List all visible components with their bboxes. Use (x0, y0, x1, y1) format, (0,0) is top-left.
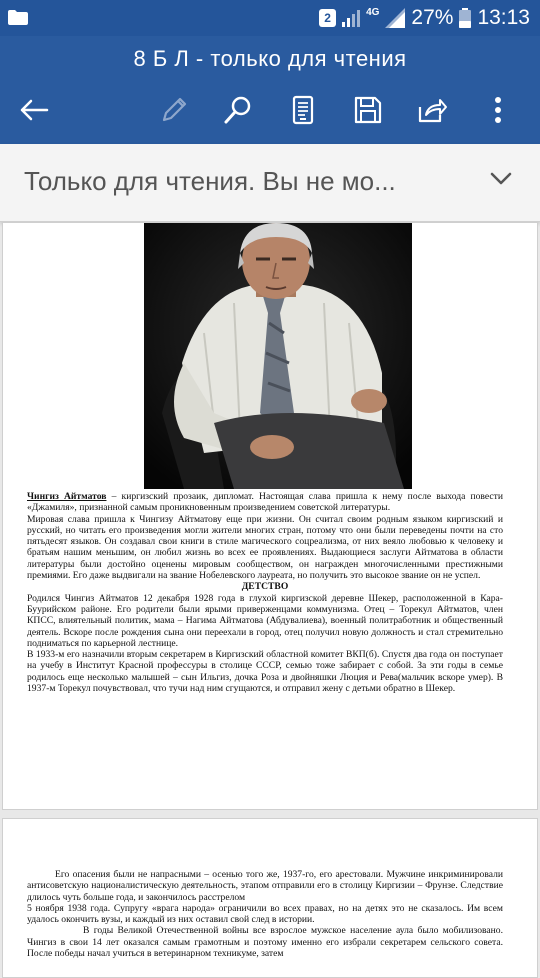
more-options-button[interactable] (480, 92, 516, 128)
document-title: 8 Б Л - только для чтения (133, 46, 407, 71)
reading-view-button[interactable] (285, 92, 321, 128)
read-only-message: Только для чтения. Вы не мо... (24, 166, 396, 196)
intro-paragraph (27, 491, 503, 514)
document-body (27, 869, 503, 959)
share-button[interactable] (414, 92, 450, 128)
clock: 13:13 (477, 6, 530, 29)
paragraph (27, 869, 503, 925)
intro-text: – киргизский прозаик, дипломат. Настоящая слава пришла к нему после выхода повести «Джамиля», признанной самым проникновенным произведением советской литературы. (27, 491, 503, 514)
paragraph: В годы Великой Отечественной войны все взрослое мужское население аула было мобилизовано. Чингиз в свои 14 лет оказался самым грамотным и поэтому именно его избрали секретарем сельского совета. После победы начал учиться в ветеринарном техникуме, затем (27, 925, 503, 960)
more-icon (494, 95, 502, 125)
search-button[interactable] (220, 92, 256, 128)
document-page (2, 222, 538, 810)
status-bar (0, 0, 540, 36)
save-button[interactable] (350, 92, 386, 128)
share-icon (416, 95, 448, 125)
back-icon (19, 98, 49, 122)
author-photo (144, 223, 412, 489)
save-icon (353, 95, 383, 125)
signal-icon (342, 9, 360, 27)
app-bar (0, 36, 540, 144)
sim-icon: 2 (319, 9, 336, 27)
section-heading: ДЕТСТВО (241, 581, 289, 593)
paragraph-text: 5 ноября 1938 года. Супругу «врага народа» ограничили во всех правах, но на детях это не сказалось. Им всем удалось окончить вузы, и каждый из них оставил свой след в истории. (27, 902, 503, 926)
paragraph-text: Его опасения были не напрасными – осенью того же, 1937-го, его арестовали. Мужчине инкриминировали антисоветскую националистическую деятельность, этапом отправили его в столицу Киргизии – Фрунзе. Следствие длилось чуть больше года, и закончилось расстрелом (27, 869, 503, 903)
edit-button[interactable] (156, 92, 192, 128)
author-name: Чингиз Айтматов (27, 491, 107, 502)
search-icon (223, 95, 253, 125)
pen-icon (159, 95, 189, 125)
battery-icon (459, 8, 471, 28)
chevron-down-icon[interactable] (490, 172, 512, 186)
paragraph: В 1933-м его назначили вторым секретарем в Киргизский областной комитет ВКП(б). Спустя два года он поступает на учебу в Институт Красной профессуры в столице СССР, семью тоже забирает с собой. За эти годы в семье родилось еще несколько малышей – сын Ильгиз, дочка Роза и двойняшки Люция и Рева(мальчик вскоре умер). В 1937-м Торекул почувствовал, что тучи над ним сгущаются, и отправил жену с детьми обратно в Шекер. (27, 649, 503, 695)
read-only-banner[interactable] (0, 144, 540, 222)
signal-icon (385, 8, 405, 28)
back-button[interactable] (16, 92, 52, 128)
paragraph: Мировая слава пришла к Чингизу Айтматову еще при жизни. Он считал своим родным языком киргизский и русский, но читать его произведения могли жители многих стран, потому что они были переведены почти на сто пятьдесят языков. Он создавал свои книги в стиле магического соцреализма, от них веяло любовью к человеку и братьям нашим меньшим, он любил жизнь во всех ее проявлениях. Выдающиеся заслуги Айтматова в области литературы были достойно оценены мировым сообществом, он награжден многочисленными престижными премиями. Его даже выдвигали на звание Нобелевского лауреата, но получить это высокое звание он не успел. (27, 513, 503, 582)
document-body (27, 491, 503, 694)
reading-view-icon (292, 95, 314, 125)
document-page (2, 818, 538, 978)
network-type-label: 4G (366, 7, 380, 18)
folder-icon (8, 10, 28, 25)
battery-percent: 27% (411, 6, 454, 29)
paragraph: Родился Чингиз Айтматов 12 декабря 1928 года в глухой киргизской деревне Шекер, расположенной в Кара-Буурийском районе. Его родители были ярыми приверженцами коммунизма. Отец – Торекул Айтматов, член КПСС, влиятельный политик, мама – Нагима Айтматова (Абдувалиева), военный политработник и общественный деятель. Вскоре после рождения сына они переехали в город, отец получил новую должность и стал стремительно подниматься по карьерной лестнице. (27, 592, 503, 649)
